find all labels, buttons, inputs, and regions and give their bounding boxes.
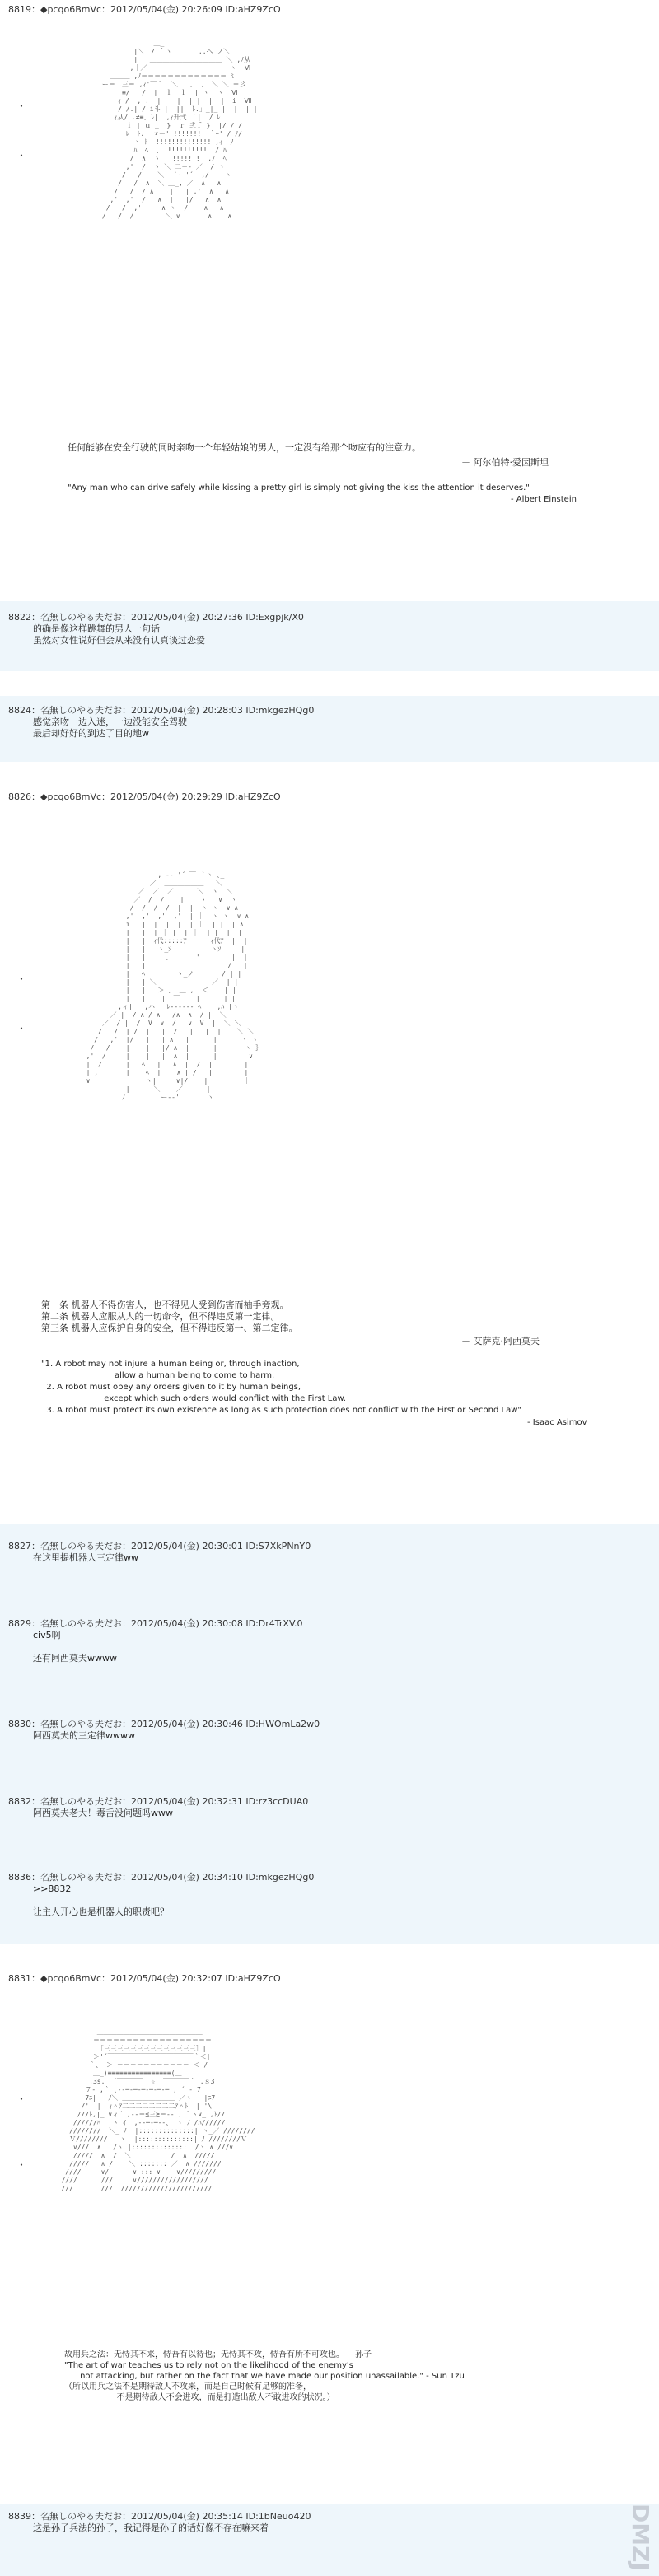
post-header: 8832：名無しのやる夫だお：2012/05/04(金) 20:32:31 ID:rz3ccDUA0 — [8, 1796, 309, 1807]
post-8839 — [0, 2504, 659, 2576]
bullet-dot: ・ — [16, 2093, 27, 2105]
ascii-art-1: ＿_ |＼＿/ ｀ヽ＿＿＿＿,.ヘ ノ＼ | ＿＿＿＿＿＿＿＿＿＿＿ ＼ ,ﾉ从 ,｜／－－－－－－－－－－－－ ヽ Ⅵ ＿＿＿ ,ﾉ＝＝＝＝＝＝＝＝＝＝＝＝＝ ﾐ ー＝二三＝ ,ｨ'￣｀ ＼ ､ 、 ＼ ＼ ＝彡 ≡/ / | ｌ ｌ | ヽ ヽ Ⅵ ｨ / ,'. | | | | | | | i Ⅶ /|/.| / i斗 | || ﾄ.」_|_ | | | | ｨ从/ .≠≡､ ﾚ| ,ｨ升弍 ｀| / ﾚ ｉ | ｕ _ } ｒ 弐ｆ } |/ / / ﾚ ﾄ. ゞ－' !!!!!!! ｀ｰ' / ﾉ/ ヽ ﾄ !!!!!!!!!!!!!! ,ｨ ﾉ ﾊ ﾍ ､ !!!!!!!!!! / ﾊ / ∧ ヽ !!!!!!! ,ﾉ ﾍ ,' / ヽ ＼ 二＝- ／ / ヽ / / ＼ ｀ー'´ ,/ ヽ / / ∧ ＼ ＿_, ／ ∧ ∧ / / / ∧ | | ,' ∧ ∧ ,' ,' / ∧ | |/ ∧ ∧ / / ,' ∧ ヽ / ∧ ∧ / / / ＼ ∨ ∧ ∧ — [101, 40, 258, 220]
quote-einstein-cn: 任何能够在安全行驶的同时亲吻一个年轻姑娘的男人，一定没有给那个吻应有的注意力。 — [68, 442, 421, 453]
bullet-dot: ・ — [16, 1023, 27, 1034]
quote-asimov-cn-signature: － 艾萨克·阿西莫夫 — [461, 1336, 540, 1346]
ascii-art-2: , -‐ '´ ￣ ｀ヽ ､_ ／ ＿＿＿＿＿＿ ＼ ／ ／ ／ ̄ ̄ ̄ ̄ ＼ ヽ ＼ ／ / / | ヽ ∨ ヽ / / / / | | ヽ ヽ ∨ ∧ ,' ,' ,' ,' | ｜ ヽ ヽ ∨ ∧ i | | | | | ｜ | | | ∧ | | |_｜_| | ｜ _|_| | | | | ｨ代:::::ｱ ｨ代ｱ | | | | ヽ_ｿ ヽｿ | | | | 、 ' | | | | ＿ / | | ﾍ ヽ_ノ / | | | | ＼ ／ | | | | ＞ ､ ＿ , ＜ | | | | | ￣ | | | ,ィ| ,ハ ﾚ-‐‐‐‐‐ ﾍ ,ﾊ |ヽ ／ | / ∧ / ∧ /∧ ∧ / | ＼ ／ / | / V ∨ / ∨ V | ＼ ＼ / / | / | | / | | | ＼ ＼ / ,' |/ | | ∧ | | | ヽ ヽ / / | | |/ ∧ | | | ヽ ｝ ,' / | | | ∧ | | | ∨ | / | ﾍ | ∧ | / | | | ,' | ﾍ | ∧ | / | | ∨ | ヽ| ∨|/ | ｜ | ＼ ／ | ﾉ ー-‐' ヽ — [86, 871, 263, 1101]
bullet-dot: ・ — [16, 100, 27, 112]
quote-einstein-en: "Any man who can drive safely while kissing a pretty girl is simply not giving the kiss the attention it deserves." — [68, 483, 530, 492]
ascii-art-3: ＿＿＿＿＿＿＿＿＿＿＿＿＿＿＿＿ ＝＝＝＝＝＝＝＝＝＝＝＝＝＝＝＝＝＝ | ［三三三三三三三三三三三三三三］| |＞'´￣￣￣￣￣￣￣￣￣￣￣￣￣｀＜| ｀、 ＞ ＝＝＝＝＝＝＝＝＝＝＝ ＜ / ＿_)≡≡≡≡≡≡≡≡≡≡≡≡≡≡≡≡(＿ ,3s. ´￣￣￣￣ ☆ ￣￣￣￣｀ .ｓ3 ７- ,｀ ､-‐─‐─‐─‐─‐─‐─ , ´ - 7 7ﾆ| ﾉ＼ ＿＿＿＿＿＿＿＿ ／ヽ |ﾆ7 /' | ｨ＾ｱ二二二二二二二二ｱ＾ﾄ | '\ ///ﾄ,|_ ∨ィ´ ,-‐＝≦三≧＝‐- 、｀ヽ∨_|,ﾄ// //////ﾊ ヽ ｲ ,-‐─‐─‐-、 ヽ ﾉ /ﾊ////// //////// ＼_ ﾉ |::::::::::::::| ヽ_／ //////// Ｖ//////// ヽ |::::::::::::::| ﾉ ////////Ｖ ∨/// ∧ /ヽ |::::::::::::::| /ヽ ∧ ///∨ ///// ∧ / ＼＿＿＿＿＿＿/ ∧ ///// ///// ∧ / ＼ ::::::: ／ ∧ /////// //// ∨/ ∨ ::: ∨ ∨///////// //// /// ∨////////////////// /// /// /////////////////////// — [61, 2028, 255, 2192]
post-header: 8822：名無しのやる夫だお：2012/05/04(金) 20:27:36 ID:Exgpjk/X0 — [8, 612, 304, 623]
quote-asimov-en-signature: - Isaac Asimov — [527, 1418, 587, 1427]
post-header: 8830：名無しのやる夫だお：2012/05/04(金) 20:30:46 ID:HWOmLa2w0 — [8, 1719, 320, 1729]
quote-asimov-cn: 第一条 机器人不得伤害人，也不得见人受到伤害而袖手旁观。 第二条 机器人应服从人的一切命令，但不得违反第一定律。 第三条 机器人应保护自身的安全，但不得违反第一、第二定律。 — [41, 1300, 298, 1333]
post-body: 这是孙子兵法的孙子，我记得是孙子的话好像不存在嘛来着 — [33, 2522, 269, 2533]
post-body: 阿西莫夫老大！毒舌没问题吗www — [33, 1808, 173, 1818]
post-8824 — [0, 696, 659, 762]
post-8829 — [0, 1614, 659, 1705]
quote-einstein-cn-signature: － 阿尔伯特·爱因斯坦 — [461, 457, 549, 468]
post-body: 的确是像这样跳舞的男人一句话 虽然对女性说好但会从来没有认真谈过恋爱 — [33, 623, 205, 646]
post-header: 8826：◆pcqo6BmVc：2012/05/04(金) 20:29:29 ID:aHZ9ZcO — [8, 791, 281, 802]
post-body: >>8832 让主人开心也是机器人的职责吧？ — [33, 1883, 169, 1917]
watermark-logo: DMZJ — [627, 2504, 654, 2571]
post-header: 8829：名無しのやる夫だお：2012/05/04(金) 20:30:08 ID:Dr4TrXV.0 — [8, 1618, 303, 1629]
post-header: 8819：◆pcqo6BmVc：2012/05/04(金) 20:26:09 ID:aHZ9ZcO — [8, 4, 281, 15]
bullet-dot: ・ — [16, 973, 27, 985]
post-8830 — [0, 1705, 659, 1795]
quote-einstein-en-signature: - Albert Einstein — [511, 495, 577, 504]
post-body: 阿西莫夫的三定律wwww — [33, 1730, 135, 1741]
post-8832 — [0, 1795, 659, 1861]
post-8836 — [0, 1861, 659, 1944]
post-8827 — [0, 1524, 659, 1614]
bullet-dot: ・ — [16, 2159, 27, 2171]
post-body: 感觉亲吻一边入迷，一边没能安全驾驶 最后却好好的到达了目的地w — [33, 716, 187, 739]
post-body: civ5啊 还有阿西莫夫wwww — [33, 1630, 117, 1664]
post-header: 8839：名無しのやる夫だお：2012/05/04(金) 20:35:14 ID:1bNeuo420 — [8, 2511, 311, 2522]
post-header: 8836：名無しのやる夫だお：2012/05/04(金) 20:34:10 ID:mkgezHQg0 — [8, 1872, 315, 1883]
bullet-dot: ・ — [16, 150, 27, 161]
quote-asimov-en: "1. A robot may not injure a human being or, through inaction, allow a human being to come to harm. 2. A robot must obey any orders given to it by human beings, except which such orders would conflict with the First Law. 3. A robot must protect its own existence as long as such protection does not conflict with the First or Second Law" — [41, 1360, 521, 1415]
quote-sun-tzu: 故用兵之法：无恃其不来，恃吾有以待也；无恃其不攻，恃吾有所不可攻也。－ 孙子 "The art of war teaches us to rely not on the likelihood of the enemy's not attacking, but rather on the fact that we have made our position unassailable." - Sun Tzu （所以用兵之法不是期待敌人不攻来，而是自己时候有足够的准备， 不是期待敌人不会进攻，而是打造出敌人不敢进攻的状况。） — [64, 2350, 465, 2402]
post-8822 — [0, 601, 659, 671]
post-body: 在这里提机器人三定律ww — [33, 1552, 138, 1563]
post-header: 8831：◆pcqo6BmVc：2012/05/04(金) 20:32:07 ID:aHZ9ZcO — [8, 1973, 281, 1984]
post-header: 8827：名無しのやる夫だお：2012/05/04(金) 20:30:01 ID:S7XkPNnY0 — [8, 1541, 311, 1552]
post-header: 8824：名無しのやる夫だお：2012/05/04(金) 20:28:03 ID:mkgezHQg0 — [8, 705, 315, 716]
